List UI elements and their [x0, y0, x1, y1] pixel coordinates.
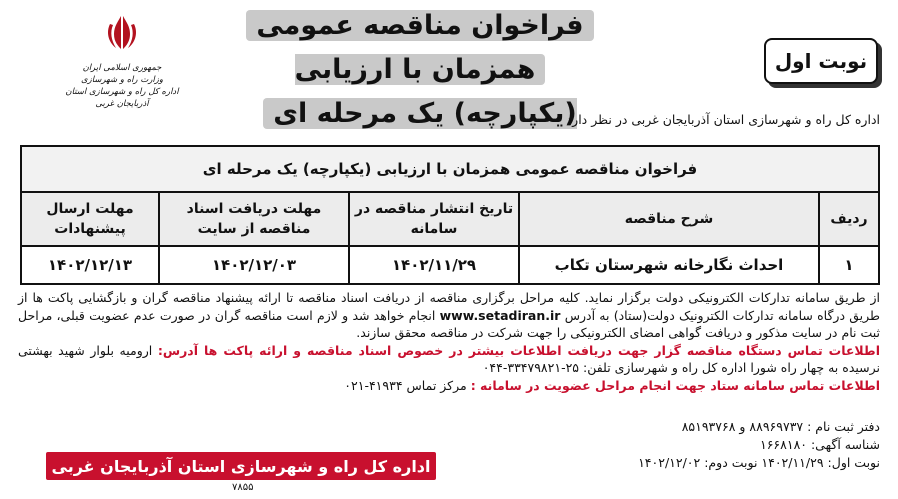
setad-website-link[interactable]: www.setadiran.ir — [439, 307, 561, 323]
logo-line-1: جمهوری اسلامی ایران — [82, 63, 162, 73]
iran-emblem-icon — [104, 10, 140, 56]
cell-submission-deadline: ۱۴۰۲/۱۲/۱۳ — [21, 246, 159, 284]
title-line-2: همزمان با ارزیابی (یکپارچه) یک مرحله ای — [263, 54, 576, 129]
notice-body — [18, 289, 880, 394]
cell-publish-date: ۱۴۰۲/۱۱/۲۹ — [349, 246, 519, 284]
ad-id: شناسه آگهی: ۱۶۶۸۱۸۰ — [760, 437, 880, 452]
col-header-document-deadline: مهلت دریافت اسناد مناقصه از سایت — [159, 192, 349, 246]
notice-footer — [360, 418, 880, 472]
ad-code: ۷۸۵۵ — [232, 482, 254, 493]
col-header-row-number: ردیف — [819, 192, 879, 246]
contact-paragraph — [18, 342, 880, 377]
title-line-1: فراخوان مناقصه عمومی — [246, 10, 593, 41]
cell-description: احداث نگارخانه شهرستان تکاب — [519, 246, 819, 284]
table-row — [21, 246, 879, 284]
publication-dates: نوبت اول: ۱۴۰۲/۱۱/۲۹ نوبت دوم: ۱۴۰۲/۱۲/۰۲ — [638, 455, 880, 470]
contact-address: ارومیه بلوار شهید بهشتی نرسیده به چهار راه شورا اداره کل راه و شهرسازی تلفن: ۲۵-۳۳۴۷۹۸۲۱-۰۴۴ — [18, 342, 880, 375]
table-caption: فراخوان مناقصه عمومی همزمان با ارزیابی (یکپارچه) یک مرحله ای — [21, 146, 879, 192]
issuer-banner: اداره کل راه و شهرسازی استان آذربایجان غربی — [46, 452, 436, 480]
col-header-description: شرح مناقصه — [519, 192, 819, 246]
intro-text: اداره کل راه و شهرسازی استان آذربایجان غربی در نظر دارد — [566, 112, 880, 127]
registration-office: دفتر ثبت نام : ۸۸۹۶۹۷۳۷ و ۸۵۱۹۳۷۶۸ — [681, 419, 880, 434]
table-header-row — [21, 192, 879, 246]
tender-table — [20, 145, 880, 285]
round-badge: نوبت اول — [764, 38, 878, 84]
cell-row-number: ۱ — [819, 246, 879, 284]
setad-call-center: مرکز تماس ۴۱۹۳۴-۰۲۱ — [344, 377, 467, 393]
setad-contact-paragraph — [18, 377, 880, 395]
logo-line-2: وزارت راه و شهرسازی — [80, 75, 163, 85]
logo-line-3: اداره کل راه و شهرسازی استان آذربایجان غربی — [65, 87, 179, 109]
procedure-paragraph: از طریق سامانه تدارکات الکترونیکی دولت برگزار نماید. کلیه مراحل برگزاری مناقصه از دریافت اسناد مناقصه تا ارائه پیشنهاد مناقصه گران و بازگشایی پاکت ها از طریق درگاه سامانه تدارکات الکترونیک دولت(ستاد) به آدرس www.setadiran.ir انجام خواهد شد و لازم است مناقصه گران در صورت عدم عضویت قبلی، مراحل ثبت نام در سایت مذکور و دریافت گواهی امضای الکترونیکی را جهت شرکت در مناقصه محقق سازند. — [18, 290, 880, 340]
setad-contact-label: اطلاعات تماس سامانه ستاد جهت انجام مراحل عضویت در سامانه : — [470, 377, 880, 393]
ministry-logo — [52, 10, 192, 114]
notice-title — [230, 4, 610, 129]
cell-document-deadline: ۱۴۰۲/۱۲/۰۳ — [159, 246, 349, 284]
col-header-submission-deadline: مهلت ارسال پیشنهادات — [21, 192, 159, 246]
col-header-publish-date: تاریخ انتشار مناقصه در سامانه — [349, 192, 519, 246]
contact-label: اطلاعات تماس دستگاه مناقصه گزار جهت دریافت اطلاعات بیشتر در خصوص اسناد مناقصه و ارائه پاکت ها آدرس: — [157, 342, 880, 358]
